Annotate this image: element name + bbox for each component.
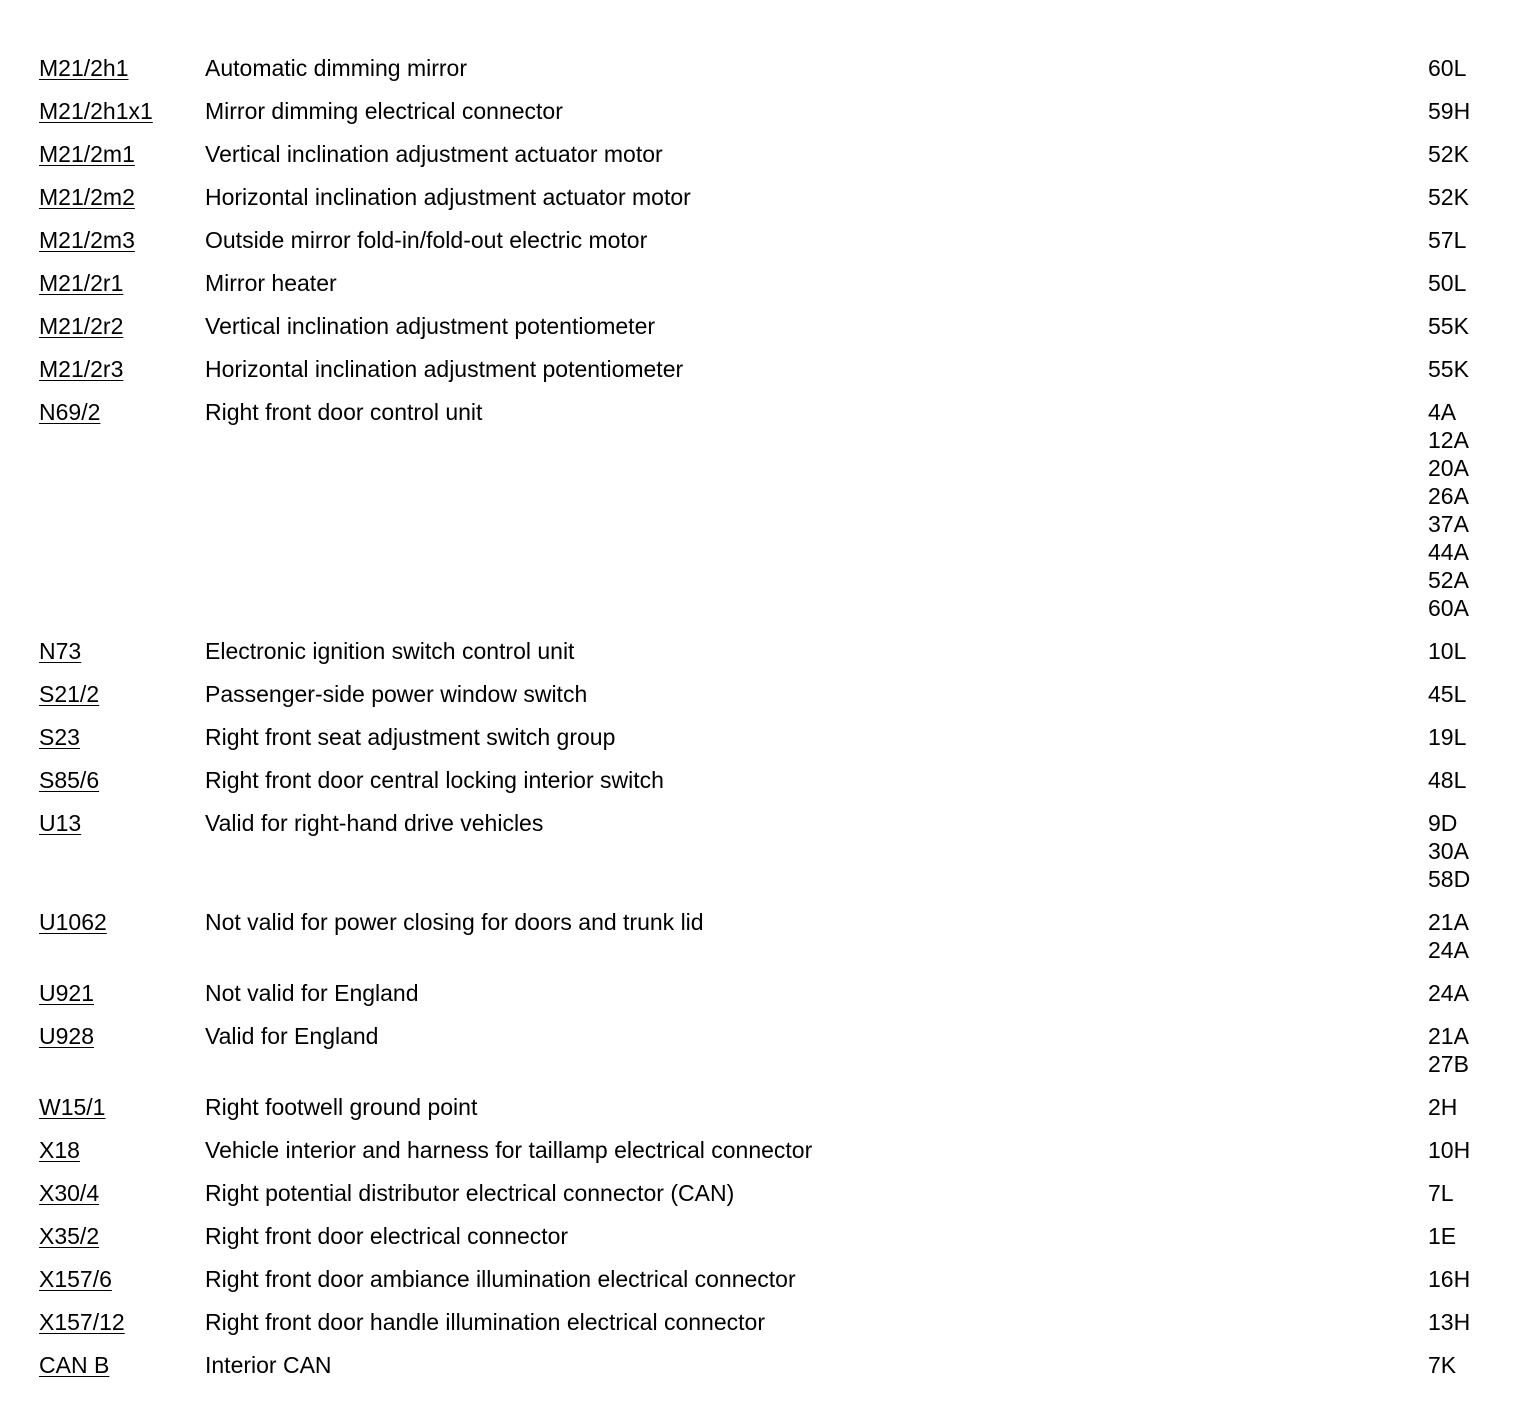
component-code-link[interactable]: X157/12 bbox=[39, 1309, 125, 1335]
component-code-link[interactable]: X18 bbox=[39, 1137, 80, 1163]
component-description: Horizontal inclination adjustment actuator motor bbox=[205, 184, 691, 210]
grid-reference: 50L bbox=[1428, 270, 1467, 296]
grid-reference: 30A bbox=[1428, 838, 1469, 864]
component-description: Right footwell ground point bbox=[205, 1094, 478, 1120]
grid-reference-list bbox=[1428, 269, 1466, 297]
component-code-link[interactable]: M21/2r3 bbox=[39, 356, 124, 382]
grid-reference: 10H bbox=[1428, 1137, 1471, 1163]
component-code-link[interactable]: M21/2m1 bbox=[39, 141, 135, 167]
component-code-link[interactable]: CAN B bbox=[39, 1352, 110, 1378]
component-description: Automatic dimming mirror bbox=[205, 55, 467, 81]
component-code-link[interactable]: M21/2r2 bbox=[39, 313, 124, 339]
grid-reference: 37A bbox=[1428, 511, 1469, 537]
component-description: Vehicle interior and harness for taillamp electrical connector bbox=[205, 1137, 813, 1163]
grid-reference: 10L bbox=[1428, 638, 1467, 664]
component-code-link[interactable]: S21/2 bbox=[39, 681, 100, 707]
grid-reference: 2H bbox=[1428, 1094, 1458, 1120]
component-description: Right front door electrical connector bbox=[205, 1223, 569, 1249]
grid-reference-list bbox=[1428, 54, 1466, 82]
grid-reference-list bbox=[1428, 398, 1469, 622]
grid-reference-list bbox=[1428, 1093, 1457, 1121]
grid-reference: 60L bbox=[1428, 55, 1467, 81]
grid-reference: 52A bbox=[1428, 567, 1469, 593]
component-description: Not valid for power closing for doors and trunk lid bbox=[205, 909, 704, 935]
component-code-link[interactable]: M21/2m2 bbox=[39, 184, 135, 210]
component-code-link[interactable]: U1062 bbox=[39, 909, 107, 935]
component-description: Right potential distributor electrical connector (CAN) bbox=[205, 1180, 735, 1206]
component-code-link[interactable]: W15/1 bbox=[39, 1094, 106, 1120]
grid-reference: 21A bbox=[1428, 909, 1469, 935]
grid-reference: 57L bbox=[1428, 227, 1467, 253]
grid-reference-list bbox=[1428, 140, 1469, 168]
grid-reference: 44A bbox=[1428, 539, 1469, 565]
component-code-link[interactable]: M21/2m3 bbox=[39, 227, 135, 253]
component-description: Passenger-side power window switch bbox=[205, 681, 588, 707]
component-description: Electronic ignition switch control unit bbox=[205, 638, 575, 664]
grid-reference-list bbox=[1428, 312, 1469, 340]
grid-reference: 13H bbox=[1428, 1309, 1471, 1335]
component-code-link[interactable]: N69/2 bbox=[39, 399, 101, 425]
component-code-link[interactable]: N73 bbox=[39, 638, 82, 664]
component-code-link[interactable]: M21/2r1 bbox=[39, 270, 124, 296]
component-code-link[interactable]: U13 bbox=[39, 810, 82, 836]
grid-reference: 58D bbox=[1428, 866, 1471, 892]
grid-reference: 20A bbox=[1428, 455, 1469, 481]
grid-reference-list bbox=[1428, 637, 1466, 665]
grid-reference: 1E bbox=[1428, 1223, 1457, 1249]
grid-reference-list bbox=[1428, 1022, 1469, 1078]
grid-reference: 16H bbox=[1428, 1266, 1471, 1292]
grid-reference: 48L bbox=[1428, 767, 1467, 793]
grid-reference-list bbox=[1428, 355, 1469, 383]
component-description: Valid for right-hand drive vehicles bbox=[205, 810, 544, 836]
grid-reference: 45L bbox=[1428, 681, 1467, 707]
grid-reference-list bbox=[1428, 979, 1469, 1007]
component-code-link[interactable]: X157/6 bbox=[39, 1266, 112, 1292]
component-description: Mirror heater bbox=[205, 270, 337, 296]
component-description: Vertical inclination adjustment actuator motor bbox=[205, 141, 663, 167]
component-description: Vertical inclination adjustment potentiometer bbox=[205, 313, 656, 339]
component-code-link[interactable]: M21/2h1 bbox=[39, 55, 129, 81]
grid-reference-list bbox=[1428, 226, 1466, 254]
grid-reference: 52K bbox=[1428, 141, 1469, 167]
grid-reference: 7K bbox=[1428, 1352, 1457, 1378]
component-description: Outside mirror fold-in/fold-out electric motor bbox=[205, 227, 648, 253]
grid-reference: 26A bbox=[1428, 483, 1469, 509]
grid-reference-list bbox=[1428, 680, 1466, 708]
grid-reference-list bbox=[1428, 723, 1466, 751]
component-code-link[interactable]: S23 bbox=[39, 724, 80, 750]
grid-reference-list bbox=[1428, 809, 1470, 893]
component-description: Mirror dimming electrical connector bbox=[205, 98, 563, 124]
component-description: Right front door central locking interior switch bbox=[205, 767, 664, 793]
component-code-link[interactable]: X35/2 bbox=[39, 1223, 100, 1249]
component-code-link[interactable]: M21/2h1x1 bbox=[39, 98, 153, 124]
component-description: Right front door control unit bbox=[205, 399, 483, 425]
grid-reference: 24A bbox=[1428, 937, 1469, 963]
grid-reference: 59H bbox=[1428, 98, 1471, 124]
grid-reference-list bbox=[1428, 183, 1469, 211]
grid-reference: 55K bbox=[1428, 356, 1469, 382]
grid-reference-list bbox=[1428, 1179, 1454, 1207]
grid-reference-list bbox=[1428, 1222, 1456, 1250]
grid-reference-list bbox=[1428, 908, 1469, 964]
grid-reference: 9D bbox=[1428, 810, 1458, 836]
grid-reference: 55K bbox=[1428, 313, 1469, 339]
component-description: Right front door handle illumination electrical connector bbox=[205, 1309, 765, 1335]
component-description: Valid for England bbox=[205, 1023, 379, 1049]
component-code-link[interactable]: S85/6 bbox=[39, 767, 100, 793]
grid-reference-list bbox=[1428, 766, 1466, 794]
grid-reference: 60A bbox=[1428, 595, 1469, 621]
grid-reference: 7L bbox=[1428, 1180, 1454, 1206]
grid-reference-list bbox=[1428, 1265, 1470, 1293]
grid-reference: 19L bbox=[1428, 724, 1467, 750]
component-description: Not valid for England bbox=[205, 980, 419, 1006]
component-description: Horizontal inclination adjustment potentiometer bbox=[205, 356, 684, 382]
grid-reference: 4A bbox=[1428, 399, 1457, 425]
component-code-link[interactable]: U921 bbox=[39, 980, 94, 1006]
component-description: Interior CAN bbox=[205, 1352, 332, 1378]
grid-reference: 24A bbox=[1428, 980, 1469, 1006]
component-description: Right front door ambiance illumination electrical connector bbox=[205, 1266, 796, 1292]
grid-reference: 12A bbox=[1428, 427, 1469, 453]
grid-reference: 27B bbox=[1428, 1051, 1469, 1077]
component-code-link[interactable]: U928 bbox=[39, 1023, 94, 1049]
component-code-link[interactable]: X30/4 bbox=[39, 1180, 100, 1206]
grid-reference-list bbox=[1428, 97, 1470, 125]
grid-reference: 52K bbox=[1428, 184, 1469, 210]
grid-reference-list bbox=[1428, 1136, 1470, 1164]
grid-reference: 21A bbox=[1428, 1023, 1469, 1049]
grid-reference-list bbox=[1428, 1308, 1470, 1336]
grid-reference-list bbox=[1428, 1351, 1456, 1379]
component-description: Right front seat adjustment switch group bbox=[205, 724, 616, 750]
